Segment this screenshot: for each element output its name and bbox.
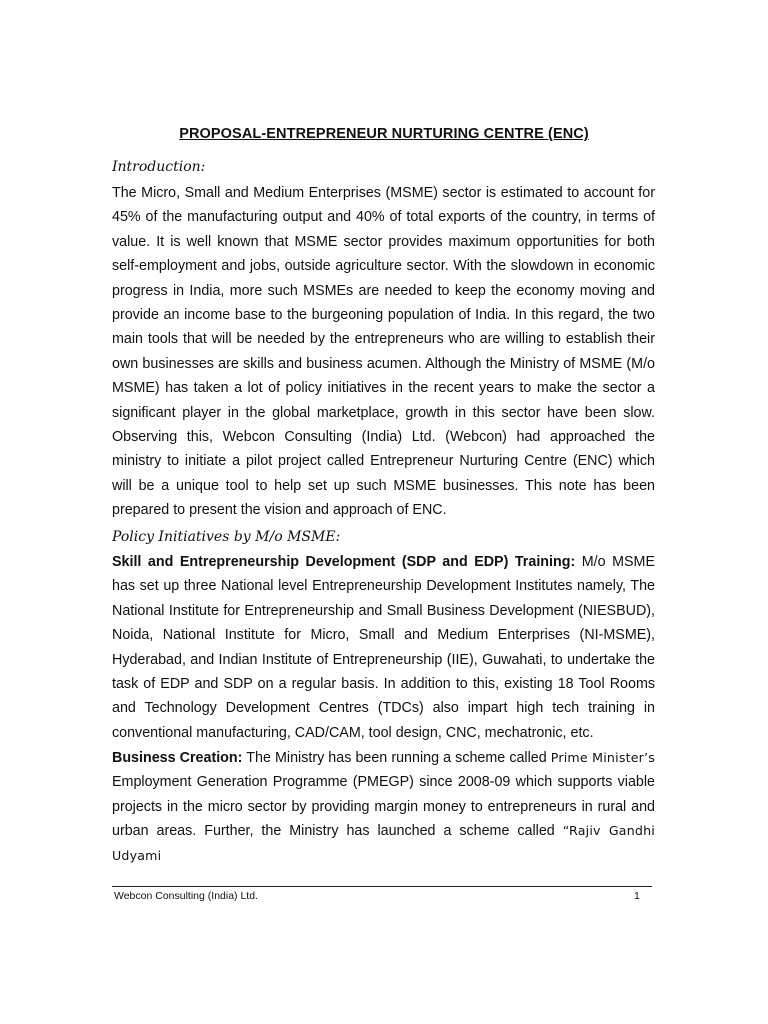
sdp-paragraph [112,550,655,745]
sdp-text: M/o MSME has set up three National level Entrepreneurship Development Institutes namely, The National Institute for Entrepreneurship and Small Business Development (NIESBUD), Noida, National Institute for Micro, Small and Medium Enterprises (NI-MSME), Hyderabad, and Indian Institute of Entrepreneurship (IIE), Guwahati, to undertake the task of EDP and SDP on a regular basis. In addition to this, existing 18 Tool Rooms and Technology Development Centres (TDCs) also impart high tech training in conventional manufacturing, CAD/CAM, tool design, CNC, mechatronic, etc. [112,554,655,741]
page-title: PROPOSAL-ENTREPRENEUR NURTURING CENTRE (ENC) [179,126,589,142]
policy-heading: Policy Initiatives by M/o MSME: [112,529,341,545]
footer-page-number: 1 [634,890,640,902]
business-creation-paragraph [112,746,655,868]
sdp-lead: Skill and Entrepreneurship Development (SDP and EDP) Training: [112,554,576,570]
pm-scheme-name: Prime Minister’s [550,750,656,765]
business-text-1: The Ministry has been running a scheme called [242,750,551,766]
business-text-2: Employment Generation Programme (PMEGP) since 2008-09 which supports viable projects in the micro sector by providing margin money to entrepreneurs in rural and urban areas. Further, the Ministry has launched a scheme called [112,774,655,840]
introduction-paragraph: The Micro, Small and Medium Enterprises (MSME) sector is estimated to account for 45% of the manufacturing output and 40% of total exports of the country, in terms of value. It is well known that MSME sector provides maximum opportunities for both self-employment and jobs, outside agriculture sector. With the slowdown in economic progress in India, more such MSMEs are needed to keep the economy moving and provide an income base to the burgeoning population of India. In this regard, the two main tools that will be needed by the entrepreneurs who are willing to establish their own businesses are skills and business acumen. Although the Ministry of MSME (M/o MSME) has taken a lot of policy initiatives in the recent years to make the sector a significant player in the global marketplace, growth in this sector have been slow. Observing this, Webcon Consulting (India) Ltd. (Webcon) had approached the ministry to initiate a pilot project called Entrepreneur Nurturing Centre (ENC) which will be a unique tool to help set up such MSME businesses. This note has been prepared to present the vision and approach of ENC. [112,185,655,519]
footer-divider [112,886,652,887]
introduction-heading: Introduction: [112,159,206,175]
business-lead: Business Creation: [112,750,243,766]
rg-scheme-name: “Rajiv Gandhi Udyami [112,823,655,863]
footer-company: Webcon Consulting (India) Ltd. [114,890,258,902]
